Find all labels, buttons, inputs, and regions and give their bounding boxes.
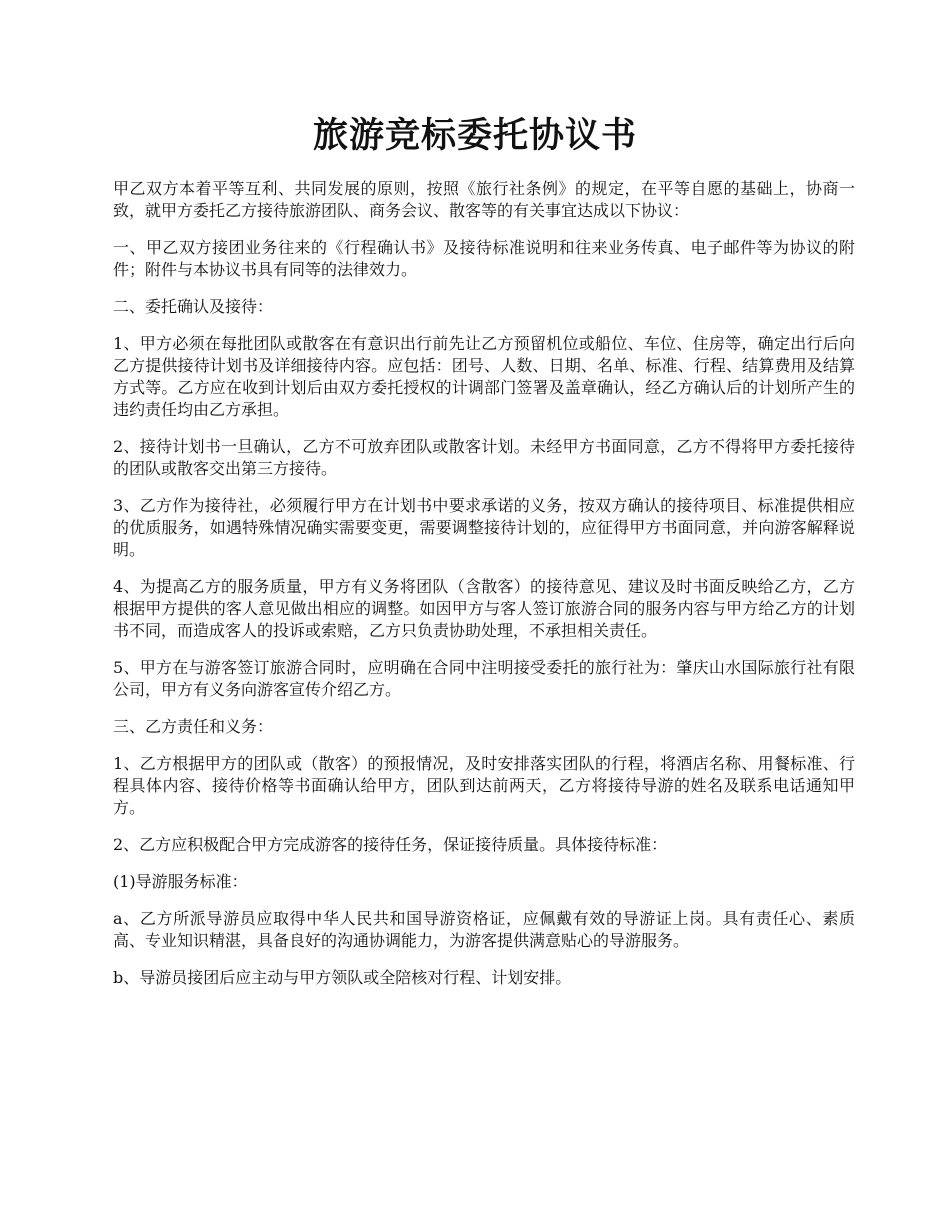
section-2-item-4: 4、为提高乙方的服务质量，甲方有义务将团队（含散客）的接待意见、建议及时书面反映给乙方，乙方根据甲方提供的客人意见做出相应的调整。如因甲方与客人签订旅游合同的服务内容与甲方给乙方的计划书不同，而造成客人的投诉或索赔，乙方只负责协助处理，不承担相关责任。 [113,577,855,640]
guide-standard-item-b: b、导游员接团后应主动与甲方领队或全陪核对行程、计划安排。 [113,968,572,987]
section-3-item-1: 1、乙方根据甲方的团队或（散客）的预报情况，及时安排落实团队的行程，将酒店名称、用餐标准、行程具体内容、接待价格等书面确认给甲方，团队到达前两天，乙方将接待导游的姓名及联系电话通知甲方。 [113,754,855,817]
guide-standard-heading: (1)导游服务标准： [113,872,248,891]
guide-standard-item-a: a、乙方所派导游员应取得中华人民共和国导游资格证，应佩戴有效的导游证上岗。具有责任心、素质高、专业知识精湛，具备良好的沟通协调能力，为游客提供满意贴心的导游服务。 [113,909,855,950]
section-3-heading: 三、乙方责任和义务： [113,717,274,736]
clause-1-paragraph: 一、甲乙双方接团业务往来的《行程确认书》及接待标准说明和往来业务传真、电子邮件等为协议的附件；附件与本协议书具有同等的法律效力。 [113,238,855,279]
section-2-item-5: 5、甲方在与游客签订旅游合同时，应明确在合同中注明接受委托的旅行社为：肇庆山水国际旅行社有限公司，甲方有义务向游客宣传介绍乙方。 [113,658,855,699]
section-3-item-2: 2、乙方应积极配合甲方完成游客的接待任务，保证接待质量。具体接待标准： [113,835,668,854]
intro-paragraph: 甲乙双方本着平等互利、共同发展的原则，按照《旅行社条例》的规定，在平等自愿的基础上，协商一致，就甲方委托乙方接待旅游团队、商务会议、散客等的有关事宜达成以下协议： [113,179,855,220]
document-body [113,178,855,1004]
section-2-item-2: 2、接待计划书一旦确认，乙方不可放弃团队或散客计划。未经甲方书面同意，乙方不得将甲方委托接待的团队或散客交出第三方接待。 [113,437,855,478]
section-2-heading: 二、委托确认及接待： [113,297,274,316]
document-title: 旅游竞标委托协议书 [312,115,637,156]
section-2-item-1: 1、甲方必须在每批团队或散客在有意识出行前先让乙方预留机位或船位、车位、住房等，确定出行后向乙方提供接待计划书及详细接待内容。应包括：团号、人数、日期、名单、标准、行程、结算费用及结算方式等。乙方应在收到计划后由双方委托授权的计调部门签署及盖章确认，经乙方确认后的计划所产生的违约责任均由乙方承担。 [113,334,855,419]
section-2-item-3: 3、乙方作为接待社，必须履行甲方在计划书中要求承诺的义务，按双方确认的接待项目、标准提供相应的优质服务，如遇特殊情况确实需要变更，需要调整接待计划的，应征得甲方书面同意，并向游客解释说明。 [113,496,855,559]
